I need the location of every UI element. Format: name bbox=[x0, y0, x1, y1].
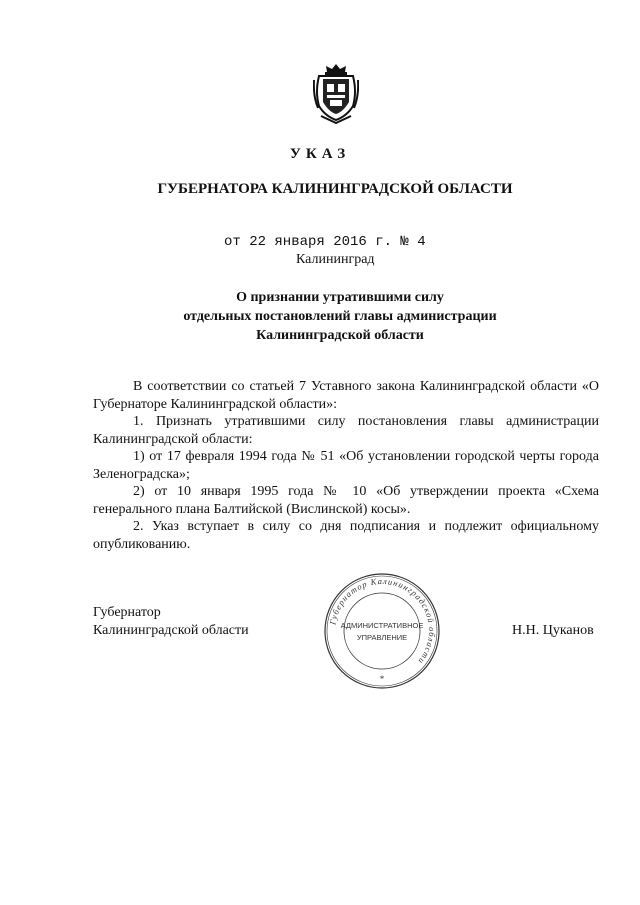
document-issuer-title: ГУБЕРНАТОРА КАЛИНИНГРАДСКОЙ ОБЛАСТИ bbox=[157, 181, 513, 197]
official-seal-stamp bbox=[323, 572, 441, 690]
seal-ring-text: Губернатор Калининградской области bbox=[327, 575, 438, 667]
body-paragraph: 2) от 10 января 1995 года № 10 «Об утверждении проекта «Схема генерального плана Балтийской (Вислинской) косы». bbox=[93, 484, 599, 517]
signatory-title-line: Калининградской области bbox=[93, 623, 249, 638]
signatory-title bbox=[93, 604, 249, 640]
seal-center-line: АДМИНИСТРАТИВНОЕ bbox=[340, 621, 424, 630]
heading-line: отдельных постановлений главы администрации bbox=[183, 309, 497, 324]
document-city: Калининград bbox=[296, 252, 375, 267]
signatory-title-line: Губернатор bbox=[93, 605, 161, 620]
heading-line: Калининградской области bbox=[256, 328, 424, 343]
coat-of-arms-icon bbox=[313, 62, 359, 124]
seal-star: * bbox=[379, 674, 385, 684]
seal-center-line: УПРАВЛЕНИЕ bbox=[356, 633, 408, 642]
document-body bbox=[93, 378, 599, 553]
body-paragraph: 1. Признать утратившими силу постановления главы администрации Калининградской области: bbox=[93, 414, 599, 447]
document-heading bbox=[140, 288, 540, 345]
body-paragraph: В соответствии со статьей 7 Уставного закона Калининградской области «О Губернаторе Калининградской области»: bbox=[93, 379, 599, 412]
heading-line: О признании утратившими силу bbox=[236, 290, 444, 305]
body-paragraph: 2. Указ вступает в силу со дня подписания и подлежит официальному опубликованию. bbox=[93, 519, 599, 552]
body-paragraph: 1) от 17 февраля 1994 года № 51 «Об установлении городской черты города Зеленоградска»; bbox=[93, 449, 599, 482]
document-date-number: от 22 января 2016 г. № 4 bbox=[224, 234, 426, 250]
document-type-title: УКАЗ bbox=[289, 146, 351, 162]
signatory-name: Н.Н. Цуканов bbox=[512, 623, 594, 638]
